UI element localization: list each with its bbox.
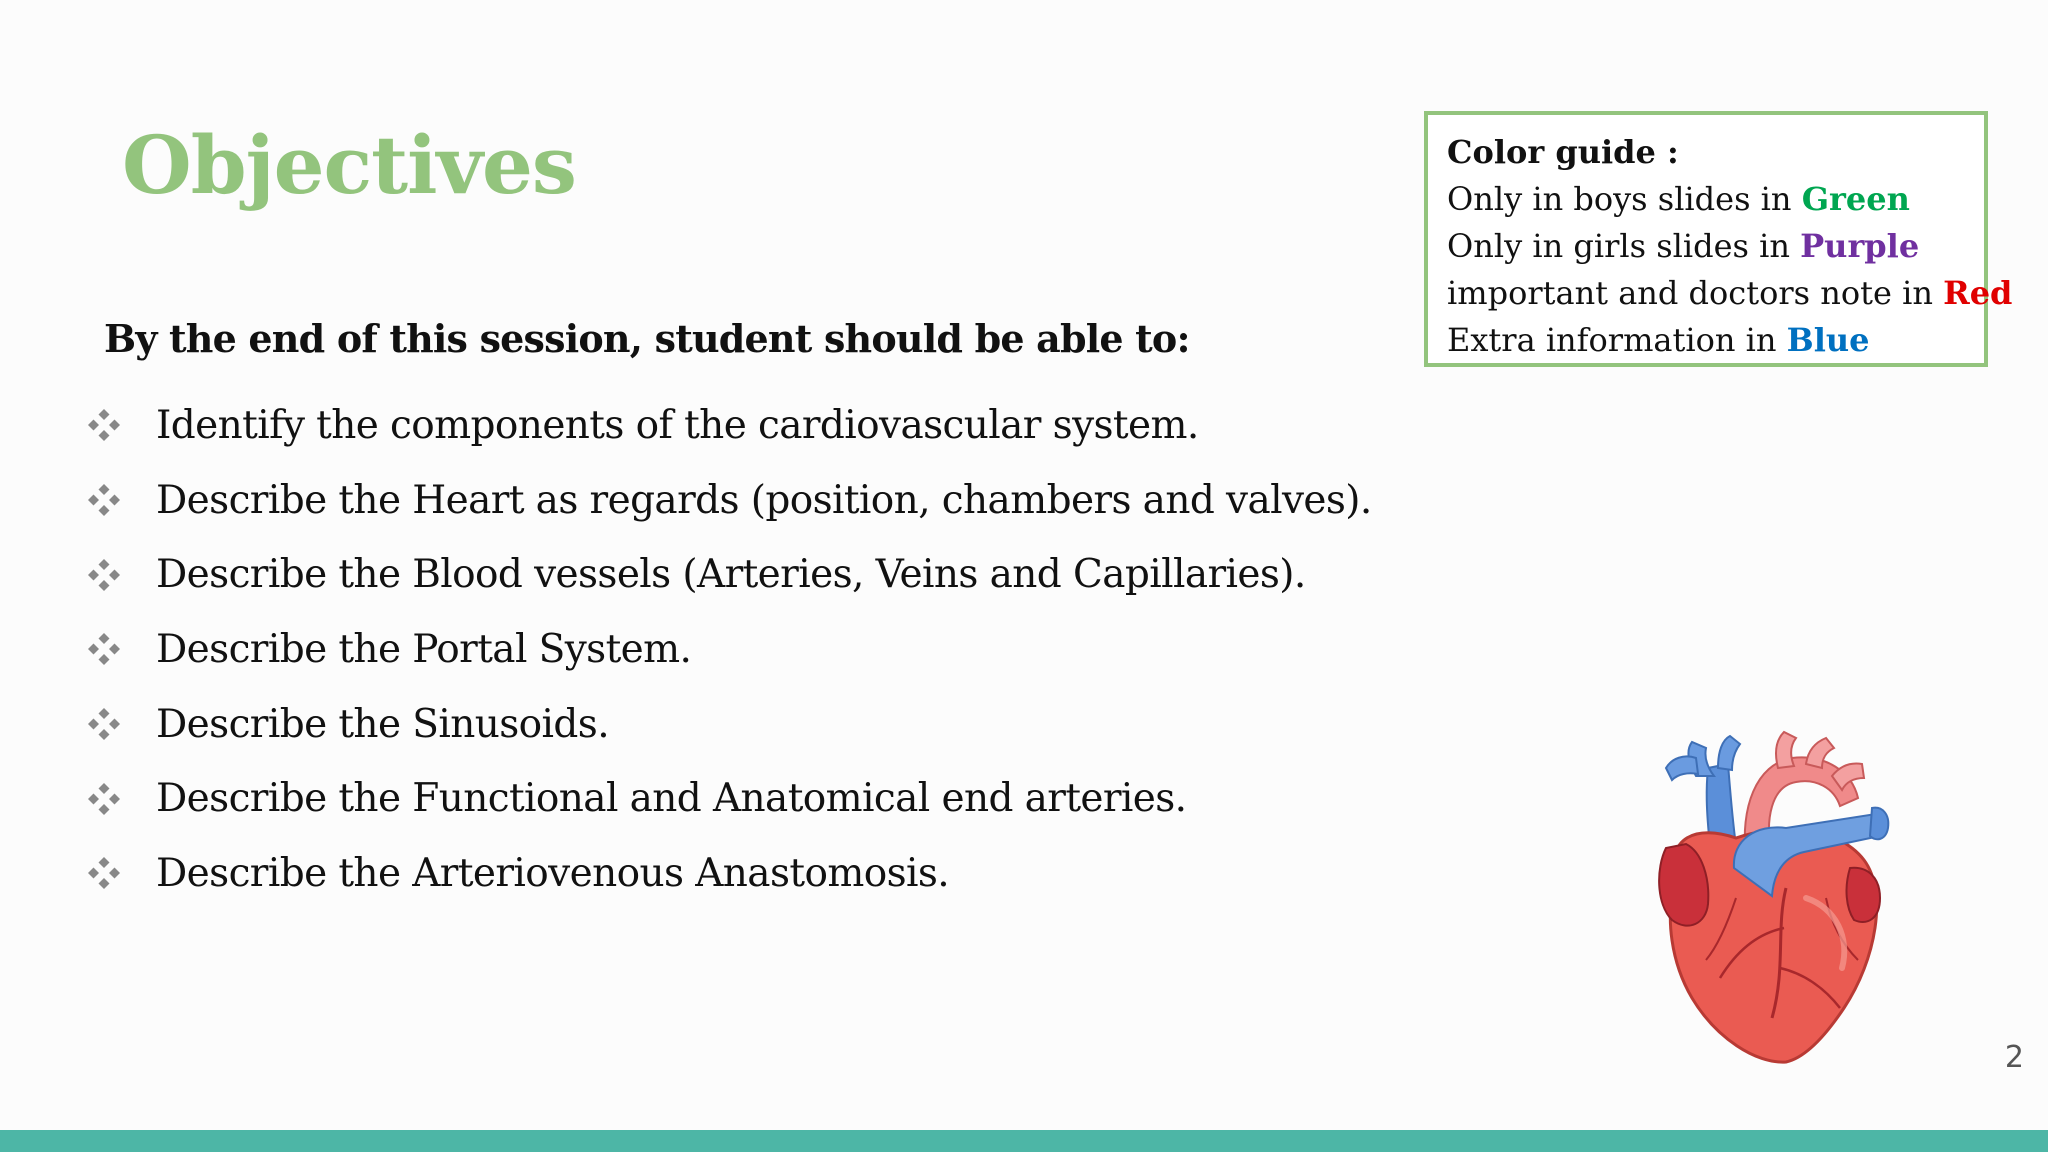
objective-text: Describe the Portal System. (156, 626, 692, 672)
page-number: 2 (2004, 1040, 2024, 1075)
color-guide-highlight: Purple (1800, 227, 1920, 265)
color-guide-text: Extra information in (1447, 321, 1787, 359)
objective-text: Describe the Arteriovenous Anastomosis. (156, 850, 950, 896)
objective-item (86, 761, 1372, 836)
diamond-bullet-icon (86, 706, 122, 742)
diamond-bullet-icon (86, 482, 122, 518)
color-guide-text: Only in boys slides in (1447, 180, 1802, 218)
color-guide-box (1424, 111, 2013, 367)
diamond-bullet-icon (86, 781, 122, 817)
diamond-bullet-icon (86, 557, 122, 593)
heart-illustration (1636, 728, 1908, 1064)
objective-item (86, 687, 1372, 762)
objective-item (86, 388, 1372, 463)
objective-text: Describe the Blood vessels (Arteries, Veins and Capillaries). (156, 552, 1306, 598)
color-guide-line (1447, 223, 1968, 270)
color-guide-line (1447, 176, 1968, 223)
color-guide-text: Only in girls slides in (1447, 227, 1801, 265)
color-guide-line (1447, 317, 1968, 364)
color-guide-highlight: Red (1943, 274, 2013, 312)
color-guide-highlight: Green (1801, 180, 1910, 218)
objective-item (86, 537, 1372, 612)
objective-text: Identify the components of the cardiovascular system. (156, 402, 1199, 448)
objectives-intro: By the end of this session, student should be able to: (104, 316, 1190, 361)
diamond-bullet-icon (86, 407, 122, 443)
objective-text: Describe the Functional and Anatomical end arteries. (156, 776, 1187, 822)
color-guide-highlight: Blue (1786, 321, 1870, 359)
objective-text: Describe the Sinusoids. (156, 701, 610, 747)
objectives-list (86, 388, 1372, 911)
slide-title: Objectives (122, 118, 576, 212)
color-guide-line (1447, 270, 2013, 317)
color-guide-text: important and doctors note in (1447, 274, 1944, 312)
objective-item (86, 612, 1372, 687)
objective-text: Describe the Heart as regards (position, chambers and valves). (156, 477, 1372, 523)
diamond-bullet-icon (86, 855, 122, 891)
color-guide-title: Color guide : (1447, 133, 1679, 171)
diamond-bullet-icon (86, 631, 122, 667)
footer-bar (0, 1130, 2048, 1152)
objective-item (86, 836, 1372, 911)
objective-item (86, 463, 1372, 538)
